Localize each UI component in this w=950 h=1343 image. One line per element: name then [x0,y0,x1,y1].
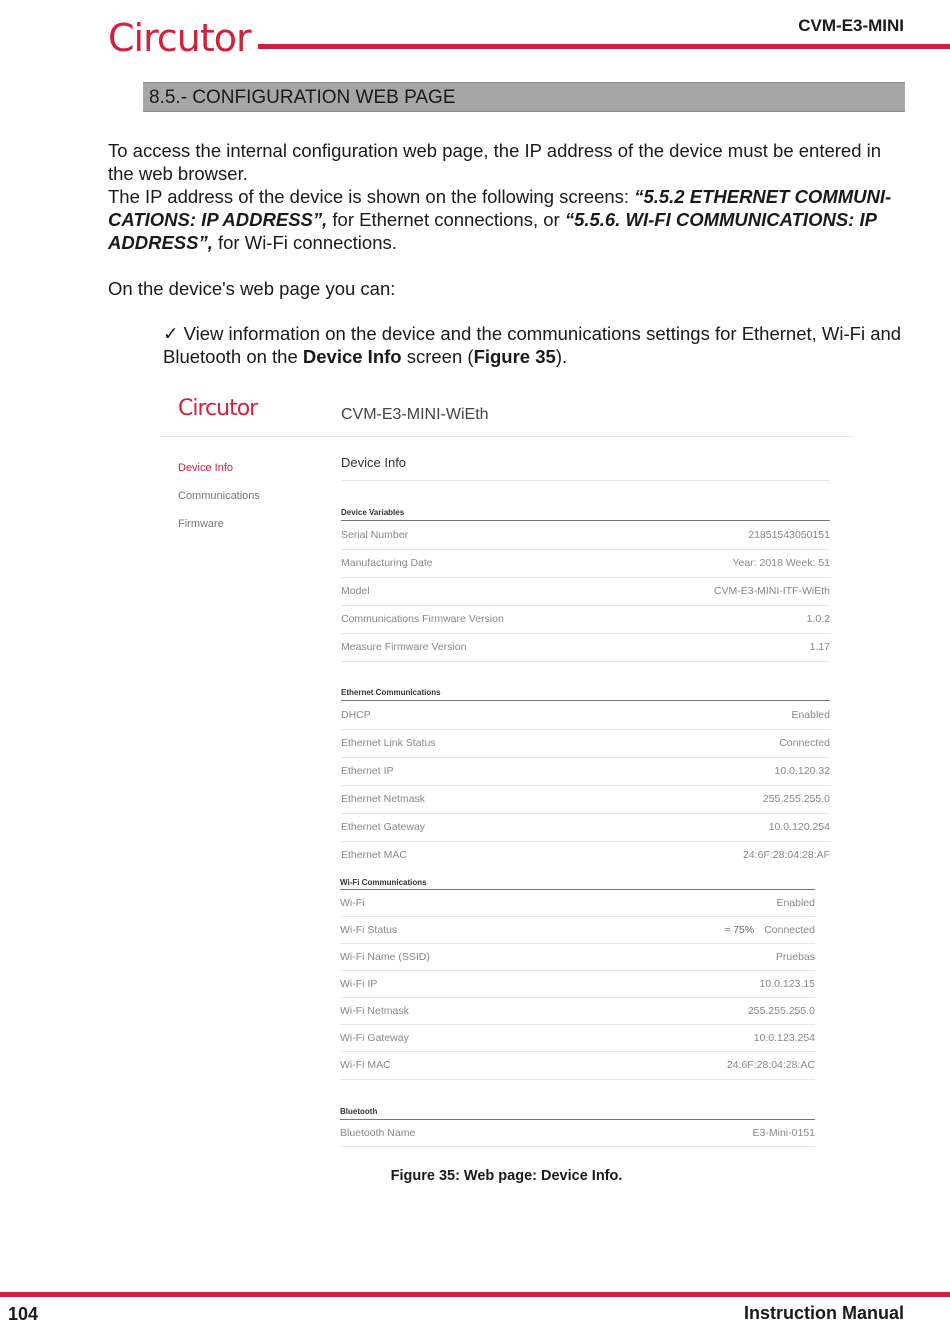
ethernet-reference: “5.5.2 ETHERNET COMMUNICATIONS: IP ADDRESS”, [108,186,892,230]
table-row: Wi-Fi IP 10.0.123.15 [340,971,815,998]
table-row: Wi-Fi MAC 24:6F:28:04:28:AC [340,1052,815,1080]
wifi-reference: “5.5.6. WI-FI COMMUNICATIONS: IP ADDRESS”, [108,209,877,253]
group-heading-wifi: Wi-Fi Communications [340,878,427,887]
footer-rule [0,1292,950,1297]
web-page-screenshot [160,392,855,1157]
table-row: Ethernet Gateway 10.0.120.254 [341,813,830,842]
table-row: Manufacturing Date Year: 2018 Week: 51 [341,549,830,578]
table-row: Ethernet IP 10.0.120.32 [341,757,830,786]
group-heading-ethernet: Ethernet Communications [341,688,441,697]
table-row: Ethernet Link Status Connected [341,729,830,758]
table-row: Communications Firmware Version 1.0.2 [341,605,830,634]
table-row: Measure Firmware Version 1.17 [341,633,830,662]
screenshot-page-heading: Device Info [341,455,407,470]
table-row: Model CVM-E3-MINI-ITF-WiEth [341,577,830,606]
group-heading-device-variables: Device Variables [341,508,405,517]
circutor-logo: Circutor [108,16,251,60]
table-row: Ethernet MAC 24:6F:28:04:28:AF [341,849,830,861]
table-row: Bluetooth Name E3-Mini-0151 [340,1120,815,1147]
page-number: 104 [8,1304,39,1324]
footer-title: Instruction Manual [743,1303,904,1323]
section-title: 8.5.- CONFIGURATION WEB PAGE [149,87,456,108]
bullet-item: ✓ View information on the device and the communications settings for Ethernet, Wi-Fi and Bluetooth on the Device Info screen (Figure 35). [163,323,902,367]
table-row: Wi-Fi Name (SSID) Pruebas [340,944,815,971]
table-row: Ethernet Netmask 255.255.255.0 [341,785,830,814]
document-title: CVM-E3-MINI [798,16,904,35]
wifi-signal-icon: ≈ 75% [724,924,755,936]
table-row: Wi-Fi Status ≈ 75% Connected [340,917,815,944]
table-row: Wi-Fi Netmask 255.255.255.0 [340,998,815,1025]
sidebar-item-firmware[interactable]: Firmware [178,518,224,530]
sidebar-item-communications[interactable]: Communications [178,490,260,502]
check-icon: ✓ [163,323,179,344]
header-rule [258,44,950,49]
intro-text [108,139,905,300]
intro-paragraph-1: To access the internal configuration web page, the IP address of the device must be entered in the web browser. [108,140,882,184]
intro-paragraph-2: The IP address of the device is shown on the following screens: “5.5.2 ETHERNET COMMUNICATIONS: IP ADDRESS”, for Ethernet connections, or “5.5.6. WI-FI COMMUNICATIONS: IP ADDRESS”, for Wi-Fi connections. [108,186,892,253]
table-row: Wi-Fi Enabled [340,890,815,917]
table-row: Serial Number 21851543050151 [341,521,830,550]
group-heading-bluetooth: Bluetooth [340,1107,378,1116]
table-row: DHCP Enabled [341,701,830,730]
screenshot-device-title: CVM-E3-MINI-WiEth [341,406,489,423]
section-heading-bar [143,82,905,112]
sidebar-item-device-info[interactable]: Device Info [178,462,234,474]
table-row: Wi-Fi Gateway 10.0.123.254 [340,1025,815,1052]
intro-paragraph-3: On the device's web page you can: [108,278,396,299]
screenshot-logo: Circutor [178,396,258,421]
figure-caption: Figure 35: Web page: Device Info. [390,1168,623,1184]
